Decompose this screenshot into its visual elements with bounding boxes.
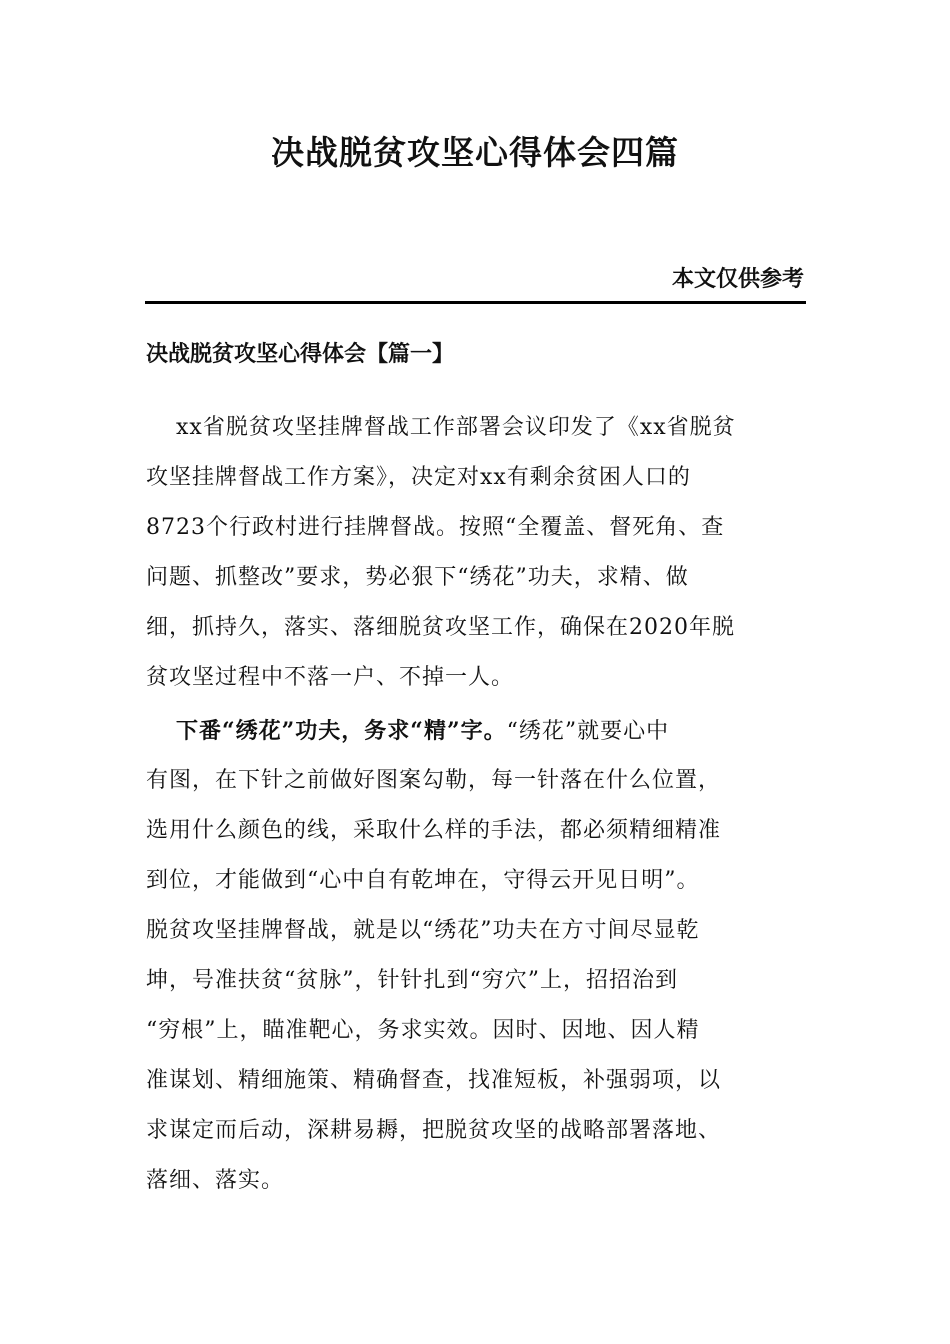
paragraph-1 xyxy=(146,403,806,703)
paragraph-line: 攻坚挂牌督战工作方案》，决定对xx有剩余贫困人口的 xyxy=(146,465,691,490)
paragraph-line: 脱贫攻坚挂牌督战，就是以“绣花”功夫在方寸间尽显乾 xyxy=(146,918,700,943)
paragraph-line: 准谋划、精细施策、精确督查，找准短板，补强弱项，以 xyxy=(146,1068,722,1093)
reference-note: 本文仅供参考 xyxy=(671,266,804,292)
paragraph-first-line xyxy=(146,706,806,756)
paragraph-line: “穷根”上，瞄准靶心，务求实效。因时、因地、因人精 xyxy=(146,1018,700,1043)
paragraph-line: 有图，在下针之前做好图案勾勒，每一针落在什么位置， xyxy=(146,768,722,793)
paragraph-line: 问题、抓整改”要求，势必狠下“绣花”功夫，求精、做 xyxy=(146,565,689,590)
paragraph-line: 落细、落实。 xyxy=(146,1168,285,1193)
paragraph-2 xyxy=(146,706,806,1206)
paragraph-line: xx省脱贫攻坚挂牌督战工作部署会议印发了《xx省脱贫 xyxy=(176,415,736,440)
paragraph-lead-rest: “绣花”就要心中 xyxy=(506,719,670,744)
section-heading: 决战脱贫攻坚心得体会【篇一】 xyxy=(146,341,455,367)
document-title: 决战脱贫攻坚心得体会四篇 xyxy=(271,133,679,172)
header-divider xyxy=(145,301,806,304)
paragraph-line: 8723个行政村进行挂牌督战。按照“全覆盖、督死角、查 xyxy=(146,515,725,540)
paragraph-line: 求谋定而后动，深耕易耨，把脱贫攻坚的战略部署落地、 xyxy=(146,1118,722,1143)
paragraph-lead-bold: 下番“绣花”功夫，务求“精”字。 xyxy=(176,718,507,744)
paragraph-line: 选用什么颜色的线，采取什么样的手法，都必须精细精准 xyxy=(146,818,722,843)
paragraph-line: 到位，才能做到“心中自有乾坤在，守得云开见日明”。 xyxy=(146,868,700,893)
paragraph-line: 贫攻坚过程中不落一户、不掉一人。 xyxy=(146,665,515,690)
paragraph-line: 坤，号准扶贫“贫脉”，针针扎到“穷穴”上，招招治到 xyxy=(146,968,678,993)
paragraph-line: 细，抓持久，落实、落细脱贫攻坚工作，确保在2020年脱 xyxy=(146,615,735,640)
